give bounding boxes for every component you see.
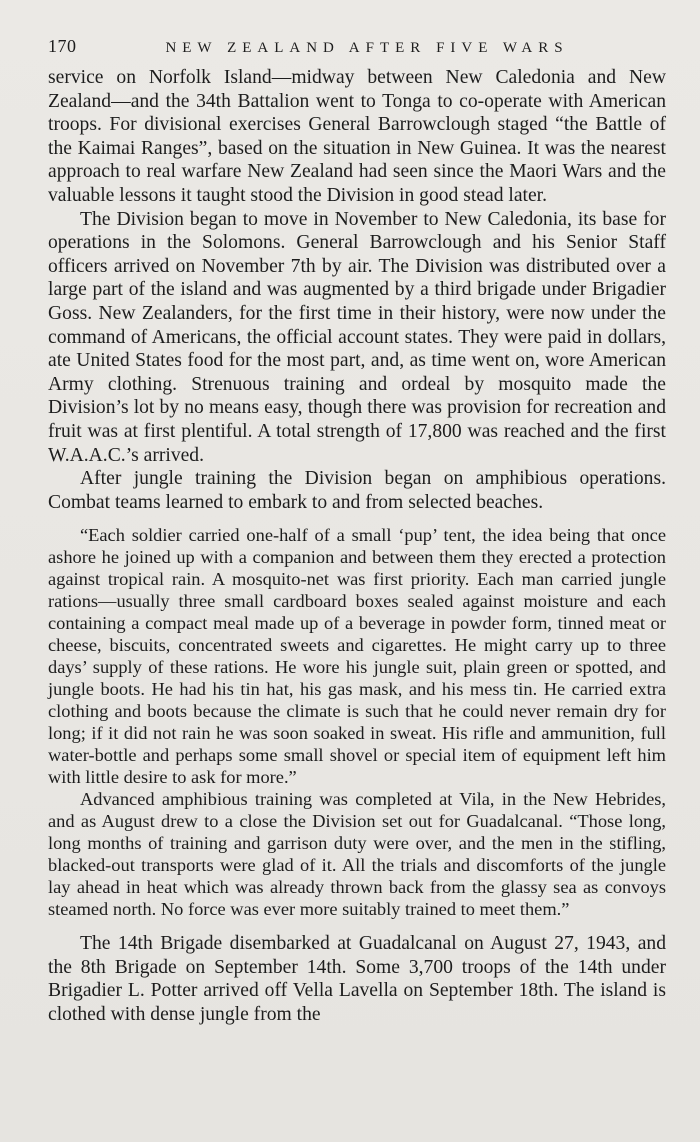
running-title: NEW ZEALAND AFTER FIVE WARS xyxy=(165,40,569,56)
running-head xyxy=(48,36,666,66)
paragraph-1: service on Norfolk Island—midway between New Caledonia and New Zealand—and the 34th Battalion went to Tonga to co-operate with American troops. For divisional exercises General Barrowclough staged “the Battle of the Kaimai Ranges”, based on the situation in New Guinea. It was the nearest approach to real warfare New Zealand had seen since the Maori Wars and the valuable lessons it taught stood the Division in good stead later. xyxy=(48,67,666,206)
block-quote xyxy=(48,524,666,920)
quote-paragraph-1: “Each soldier carried one-half of a small ‘pup’ tent, the idea being that once ashore he joined up with a companion and between them they erected a protection against tropical rain. A mosquito-net was first priority. Each man carried jungle rations—usually three small cardboard boxes sealed against moisture and each containing a compact meal made up of a beverage in powder form, tinned meat or cheese, biscuits, concentrated sweets and cigarettes. He might carry up to three days’ supply of these rations. He wore his jungle suit, plain green or spotted, and jungle boots. He had his tin hat, his gas mask, and his mess tin. He carried extra clothing and boots because the climate is such that he could never remain dry for long; if it did not rain he was soon soaked in sweat. His rifle and ammunition, full water-bottle and perhaps some small shovel or special item of equipment left him with little desire to ask for more.” xyxy=(48,525,666,788)
paragraph-2: The Division began to move in November to New Caledonia, its base for operations in the Solomons. General Barrowclough and his Senior Staff officers arrived on November 7th by air. The Division was distributed over a large part of the island and was augmented by a third brigade under Brigadier Goss. New Zealanders, for the first time in their history, were now under the command of Americans, the official account states. They were paid in dollars, ate United States food for the most part, and, as time went on, wore American Army clothing. Strenuous training and ordeal by mosquito made the Division’s lot by no means easy, though there was provision for recreation and fruit was at first plentiful. A total strength of 17,800 was reached and the first W.A.A.C.’s arrived. xyxy=(48,208,666,466)
quote-paragraph-2: Advanced amphibious training was completed at Vila, in the New Hebrides, and as August drew to a close the Division set out for Guadalcanal. “Those long, long months of training and garrison duty were over, and the men in the stifling, blacked-out transports were glad of it. All the trials and discomforts of the jungle lay ahead in heat which was already thrown back from the glassy sea as convoys steamed north. No force was ever more suitably trained to meet them.” xyxy=(48,789,666,920)
body-text-continued xyxy=(48,932,666,1026)
paragraph-3: After jungle training the Division began on amphibious operations. Combat teams learned to embark to and from selected beaches. xyxy=(48,468,666,513)
paragraph-4: The 14th Brigade disembarked at Guadalcanal on August 27, 1943, and the 8th Brigade on September 14th. Some 3,700 troops of the 14th under Brigadier L. Potter arrived off Vella Lavella on September 18th. The island is clothed with dense jungle from the xyxy=(48,933,666,1026)
body-text xyxy=(48,66,666,514)
page-number: 170 xyxy=(48,36,77,56)
